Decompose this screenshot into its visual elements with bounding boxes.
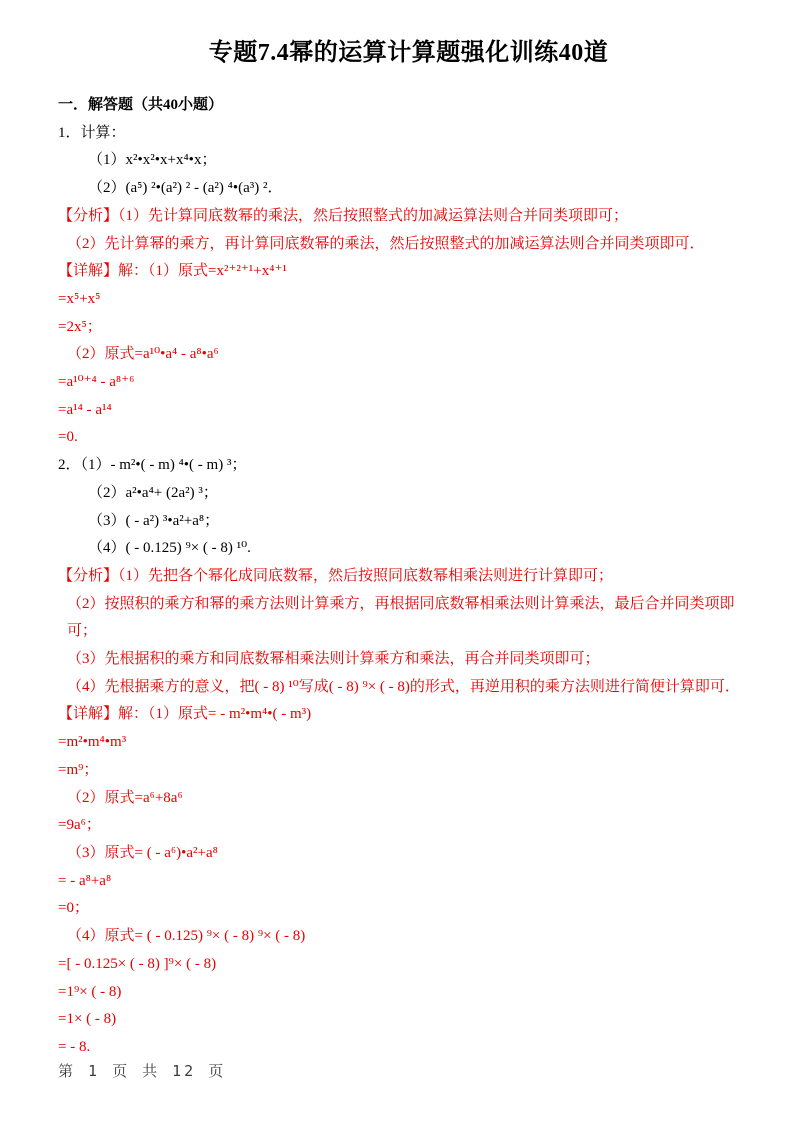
problem2-solution-line8: =0； bbox=[58, 900, 89, 917]
problem2-part2: （2）a²•a⁴+ (2a²) ³； bbox=[88, 484, 218, 501]
problem1-solution-line5: =a¹⁰⁺⁴ - a⁸⁺⁶ bbox=[58, 374, 135, 391]
problem2-solution-line6: （3）原式= ( - a⁶)•a²+a⁸ bbox=[67, 844, 218, 861]
problem2-analysis-line1: 【分析】（1）先把各个幂化成同底数幂，然后按照同底数幂相乘法则进行计算即可； bbox=[58, 567, 614, 584]
problem1-solution-line7: =0. bbox=[58, 429, 78, 446]
problem2-solution-line7: = - a⁸+a⁸ bbox=[58, 872, 112, 889]
problem1-analysis-line1: 【分析】（1）先计算同底数幂的乘法，然后按照整式的加减运算法则合并同类项即可； bbox=[58, 207, 629, 224]
problem2-solution-line3: =m⁹； bbox=[58, 761, 99, 778]
page-footer: 第 1 页 共 12 页 bbox=[58, 1062, 227, 1080]
problem2-solution-line13: = - 8. bbox=[58, 1038, 91, 1055]
problem2-analysis-line4: （4）先根据乘方的意义，把( - 8) ¹⁰写成( - 8) ⁹× ( - 8)的形式，再逆用积的乘方法则进行简便计算即可． bbox=[67, 678, 740, 695]
problem1-analysis-line2: （2）先计算幂的乘方，再计算同底数幂的乘法，然后按照整式的加减运算法则合并同类项即可． bbox=[67, 235, 705, 252]
problem1-solution-line4: （2）原式=a¹⁰•a⁴ - a⁸•a⁶ bbox=[67, 346, 219, 363]
section-heading: 一．解答题（共40小题） bbox=[58, 97, 224, 113]
page-title: 专题7.4幂的运算计算题强化训练40道 bbox=[208, 40, 609, 66]
problem2-solution-line11: =1⁹× ( - 8) bbox=[58, 983, 122, 1000]
problem1-solution-line6: =a¹⁴ - a¹⁴ bbox=[58, 401, 112, 418]
problem2-analysis-line2: （2）按照积的乘方和幂的乘方法则计算乘方，再根据同底数幂相乘法则计算乘法，最后合并同类项即可； bbox=[67, 595, 735, 640]
problem2-solution-line10: =[ - 0.125× ( - 8) ]⁹× ( - 8) bbox=[58, 955, 217, 972]
problem2-analysis-line3: （3）先根据积的乘方和同底数幂相乘法则计算乘方和乘法，再合并同类项即可； bbox=[67, 651, 600, 668]
problem1-solution-line2: =x⁵+x⁵ bbox=[58, 290, 101, 307]
problem2-solution-line2: =m²•m⁴•m³ bbox=[58, 734, 127, 751]
problem1-label: 1．计算： bbox=[58, 124, 126, 141]
problem1-solution-line1: 【详解】解：（1）原式=x²⁺²⁺¹+x⁴⁺¹ bbox=[58, 263, 287, 280]
problem2-solution-line1: 【详解】解：（1）原式= - m²•m⁴•( - m³) bbox=[58, 706, 312, 723]
problem2-part1: 2．（1）- m²•( - m) ⁴•( - m) ³； bbox=[58, 457, 247, 474]
problem2-part3: （3）( - a²) ³•a²+a⁸； bbox=[88, 512, 220, 529]
problem2-solution-line9: （4）原式= ( - 0.125) ⁹× ( - 8) ⁹× ( - 8) bbox=[67, 928, 306, 945]
problem2-part4: （4）( - 0.125) ⁹× ( - 8) ¹⁰. bbox=[88, 540, 251, 557]
problem2-solution-line4: （2）原式=a⁶+8a⁶ bbox=[67, 789, 183, 806]
problem1-part1: （1）x²•x²•x+x⁴•x； bbox=[88, 152, 217, 169]
problem2-solution-line12: =1× ( - 8) bbox=[58, 1011, 117, 1028]
problem1-solution-line3: =2x⁵； bbox=[58, 318, 102, 335]
problem1-part2: （2）(a⁵) ²•(a²) ² - (a²) ⁴•(a³) ²． bbox=[88, 180, 283, 197]
problem2-solution-line5: =9a⁶； bbox=[58, 817, 101, 834]
